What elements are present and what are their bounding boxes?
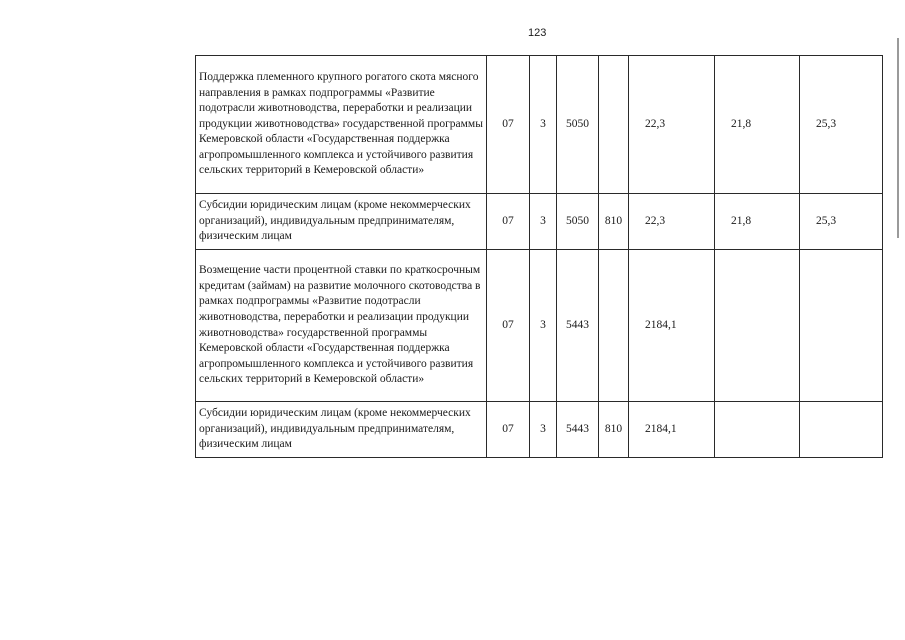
subsection-code: 3 (530, 56, 557, 194)
value-year-2: 21,8 (715, 56, 800, 194)
value-year-3: 25,3 (800, 194, 883, 250)
scan-edge-mark (897, 38, 899, 238)
subsection-code: 3 (530, 402, 557, 458)
value-year-2: 21,8 (715, 194, 800, 250)
subsection-code: 3 (530, 194, 557, 250)
value-year-1: 2184,1 (629, 402, 715, 458)
row-description: Поддержка племенного крупного рогатого скота мясного направления в рамках подпрограммы «Развитие подотрасли животноводства, переработки и реализации продукции животноводства» государственной программы Кемеровской области «Государственная поддержка агропромышленного комплекса и устойчивого развития сельских территорий в Кемеровской области» (196, 56, 487, 194)
row-description: Субсидии юридическим лицам (кроме некоммерческих организаций), индивидуальным предпринимателям, физическим лицам (196, 194, 487, 250)
table-row (196, 56, 883, 194)
value-year-1: 22,3 (629, 56, 715, 194)
table-row (196, 194, 883, 250)
target-code: 5443 (557, 250, 599, 402)
expense-type-code (599, 250, 629, 402)
table-row (196, 402, 883, 458)
target-code: 5443 (557, 402, 599, 458)
expense-type-code: 810 (599, 194, 629, 250)
section-code: 07 (487, 194, 530, 250)
target-code: 5050 (557, 194, 599, 250)
value-year-2 (715, 402, 800, 458)
expense-type-code (599, 56, 629, 194)
value-year-3: 25,3 (800, 56, 883, 194)
section-code: 07 (487, 56, 530, 194)
value-year-2 (715, 250, 800, 402)
row-description: Субсидии юридическим лицам (кроме некоммерческих организаций), индивидуальным предпринимателям, физическим лицам (196, 402, 487, 458)
budget-table (195, 55, 883, 458)
table-row (196, 250, 883, 402)
value-year-1: 22,3 (629, 194, 715, 250)
section-code: 07 (487, 250, 530, 402)
page-number: 123 (528, 27, 547, 39)
subsection-code: 3 (530, 250, 557, 402)
row-description: Возмещение части процентной ставки по краткосрочным кредитам (займам) на развитие молочного скотоводства в рамках подпрограммы «Развитие подотрасли животноводства, переработки и реализации продукции животноводства» государственной программы Кемеровской области «Государственная поддержка агропромышленного комплекса и устойчивого развития сельских территорий в Кемеровской области» (196, 250, 487, 402)
value-year-3 (800, 250, 883, 402)
section-code: 07 (487, 402, 530, 458)
value-year-3 (800, 402, 883, 458)
target-code: 5050 (557, 56, 599, 194)
value-year-1: 2184,1 (629, 250, 715, 402)
expense-type-code: 810 (599, 402, 629, 458)
